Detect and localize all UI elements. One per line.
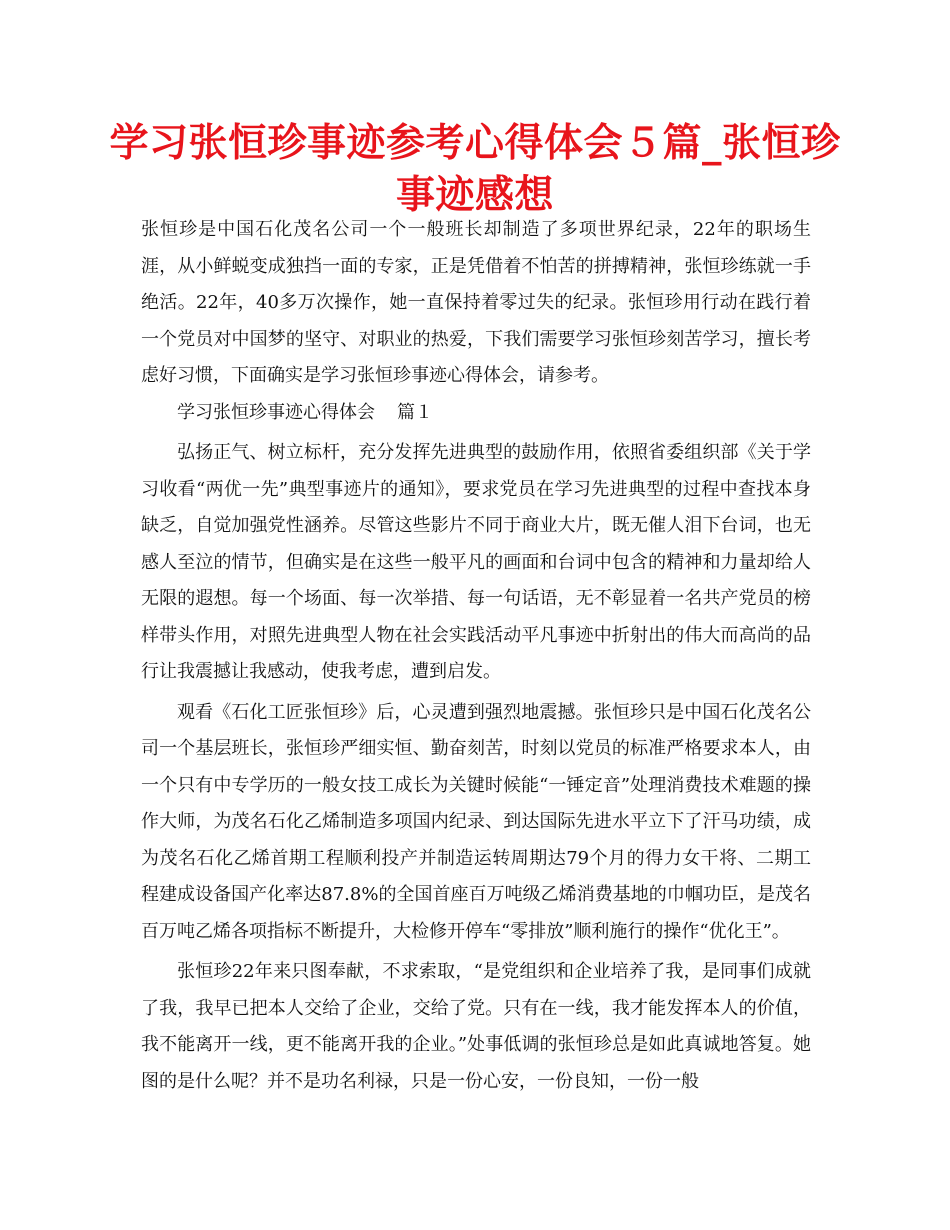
section-heading-text: 学习张恒珍事迹心得体会	[177, 401, 375, 423]
document-title: 学习张恒珍事迹参考心得体会５篇_张恒珍事迹感想	[109, 121, 841, 218]
section-heading	[141, 395, 811, 432]
body-paragraph: 张恒珍22年来只图奉献，不求索取，“是党组织和企业培养了我，是同事们成就了我，我早已把本人交给了企业，交给了党。只有在一线，我才能发挥本人的价值，我不能离开一线，更不能离开我的企业。”处事低调的张恒珍总是如此真诚地答复。她图的是什么呢？并不是功名利禄，只是一份心安，一份良知，一份一般	[141, 961, 811, 1092]
body-paragraph: 弘扬正气、树立标杆，充分发挥先进典型的鼓励作用，依照省委组织部《关于学习收看“两优一先”典型事迹片的通知》，要求党员在学习先进典型的过程中查找本身缺乏，自觉加强党性涵养。尽管这些影片不同于商业大片，既无催人泪下台词，也无感人至泣的情节，但确实是在这些一般平凡的画面和台词中包含的精神和力量却给人无限的遐想。每一个场面、每一次举措、每一句话语，无不彰显着一名共产党员的榜样带头作用，对照先进典型人物在社会实践活动平凡事迹中折射出的伟大而高尚的品行让我震撼让我感动，使我考虑，遭到启发。	[141, 442, 811, 682]
document-body	[141, 212, 811, 1100]
body-paragraph: 观看《石化工匠张恒珍》后，心灵遭到强烈地震撼。张恒珍只是中国石化茂名公司一个基层班长，张恒珍严细实恒、勤奋刻苦，时刻以党员的标准严格要求本人，由一个只有中专学历的一般女技工成长为关键时候能“一锤定音”处理消费技术难题的操作大师，为茂名石化乙烯制造多项国内纪录、到达国际先进水平立下了汗马功绩，成为茂名石化乙烯首期工程顺利投产并制造运转周期达79个月的得力女干将、二期工程建成设备国产化率达87.8%的全国首座百万吨级乙烯消费基地的巾帼功臣，是茂名百万吨乙烯各项指标不断提升，大检修开停车“零排放”顺利施行的操作“优化王”。	[141, 701, 811, 942]
intro-paragraph: 张恒珍是中国石化茂名公司一个一般班长却制造了多项世界纪录，22年的职场生涯，从小鲜蜕变成独挡一面的专家，正是凭借着不怕苦的拼搏精神，张恒珍练就一手绝活。22年，40多万次操作，她一直保持着零过失的纪录。张恒珍用行动在践行着一个党员对中国梦的坚守、对职业的热爱，下我们需要学习张恒珍刻苦学习，擅长考虑好习惯，下面确实是学习张恒珍事迹心得体会，请参考。	[141, 219, 811, 386]
section-number: 篇１	[397, 401, 433, 423]
